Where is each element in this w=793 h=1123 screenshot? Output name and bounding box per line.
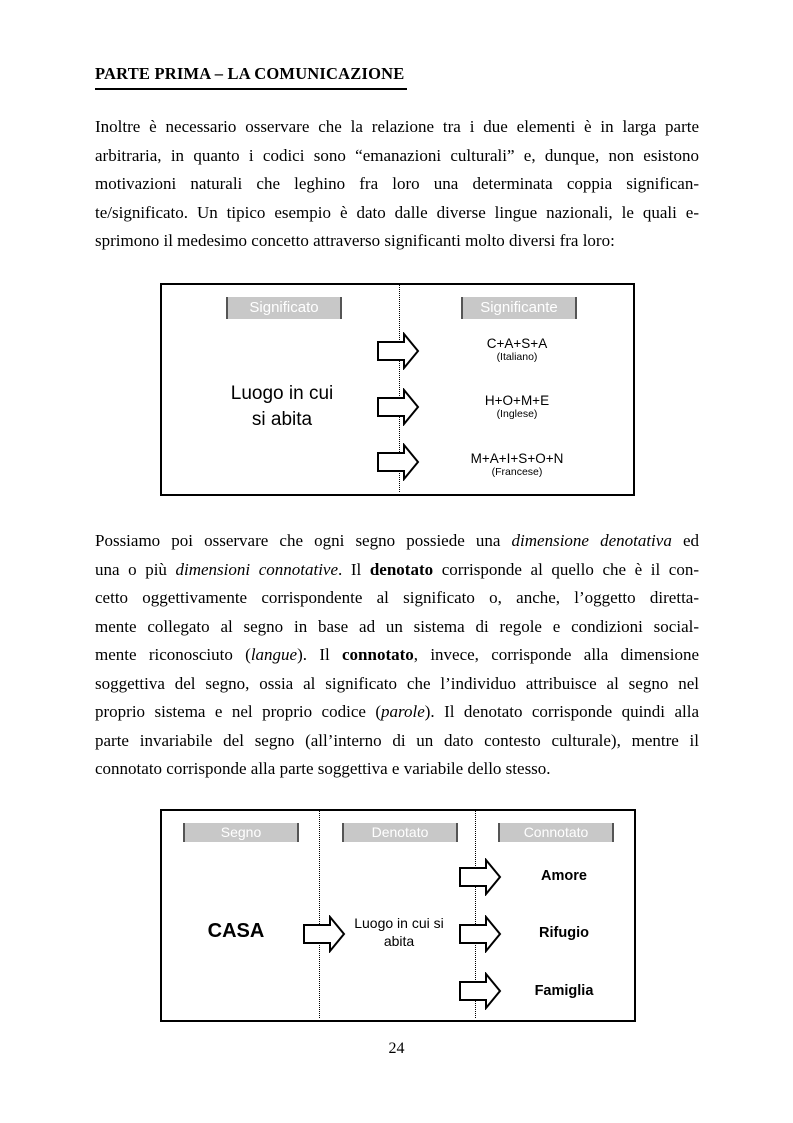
sign-label: CASA <box>207 920 265 942</box>
paragraph-2-line <box>95 698 699 727</box>
paragraph-1 <box>95 113 699 256</box>
text-run: ). Il <box>297 645 342 664</box>
header-significante: Significante <box>461 297 577 319</box>
denotation-line: abita <box>383 933 415 949</box>
text-run: ed <box>671 531 699 550</box>
header-denotato: Denotato <box>342 823 458 842</box>
paragraph-2-line <box>95 556 699 585</box>
paragraph-1-line: Inoltre è necessario osservare che la relazione tra i due elementi è in larga parte <box>95 117 699 136</box>
significante-word: M+A+I+S+O+N <box>470 451 564 466</box>
arrow-right-icon <box>458 858 502 896</box>
significante-word: C+A+S+A <box>486 336 548 351</box>
paragraph-2-line: connotato corrisponde alla parte soggettiva e variabile dello stesso. <box>95 759 551 778</box>
paragraph-2-line: mente collegato al segno in base ad un sistema di regole e condizioni social- <box>95 616 699 636</box>
paragraph-1-line: motivazioni naturali che leghino fra loro una determinata coppia significan- <box>95 174 699 193</box>
language-label: (Italiano) <box>496 351 538 363</box>
paragraph-2-line: soggettiva del segno, ossia al significato che l’individuo attribuisce al segno nel <box>95 673 699 693</box>
text-run: mente riconosciuto ( <box>95 645 251 664</box>
header-segno: Segno <box>183 823 299 842</box>
figure-segno-denotato-connotato <box>160 809 636 1022</box>
language-label: (Francese) <box>491 466 543 478</box>
arrow-right-icon <box>376 388 420 426</box>
paragraph-2-line <box>95 641 699 670</box>
paragraph-2-line: cetto oggettivamente corrispondente al significato o, anche, l’oggetto diretta- <box>95 588 699 607</box>
connotation-label: Famiglia <box>534 983 594 999</box>
significante-word: H+O+M+E <box>484 393 550 408</box>
significante-entry <box>432 393 602 420</box>
arrow-right-icon <box>458 972 502 1010</box>
page-number: 24 <box>388 1040 405 1057</box>
text-run: . Il <box>338 559 370 579</box>
denotation-label <box>338 914 460 950</box>
header-connotato: Connotato <box>498 823 614 842</box>
text-run: , invece, corrisponde alla dimensione <box>413 645 699 664</box>
section-heading: PARTE PRIMA – LA COMUNICAZIONE <box>95 64 405 83</box>
paragraph-1-line: sprimono il medesimo concetto attraverso significanti molto diversi fra loro: <box>95 231 615 250</box>
significante-entry <box>432 451 602 478</box>
text-run: ). Il denotato corrisponde quindi alla <box>424 702 699 721</box>
connotation-label: Rifugio <box>539 925 589 941</box>
significante-entry <box>432 336 602 363</box>
italic-term: dimensione denotativa <box>511 531 672 550</box>
paragraph-2-line: parte invariabile del segno (all’interno di un dato contesto culturale), mentre il <box>95 730 699 750</box>
arrow-right-icon <box>458 915 502 953</box>
figure-significato-significante <box>160 283 635 496</box>
text-run: proprio sistema e nel proprio codice ( <box>95 702 381 721</box>
denotation-line: Luogo in cui si <box>354 915 444 931</box>
concept-line: si abita <box>251 409 313 430</box>
paragraph-1-line: arbitraria, in quanto i codici sono “emanazioni culturali” e, dunque, non esistono <box>95 145 699 165</box>
paragraph-2 <box>95 527 699 784</box>
bold-term: denotato <box>369 559 434 579</box>
concept-line: Luogo in cui <box>230 383 334 404</box>
paragraph-2-line <box>95 527 699 556</box>
bold-term: connotato <box>342 645 414 664</box>
arrow-right-icon <box>376 332 420 370</box>
italic-term: dimensioni connotative <box>175 559 339 579</box>
text-run: Possiamo poi osservare che ogni segno possiede una <box>95 531 512 550</box>
language-label: (Inglese) <box>496 408 538 420</box>
text-run: una o più <box>95 559 176 579</box>
header-significato: Significato <box>226 297 342 319</box>
text-run: corrisponde al quello che è il con- <box>433 559 699 579</box>
paragraph-1-line: te/significato. Un tipico esempio è dato dalle diverse lingue nazionali, le quali e- <box>95 202 699 222</box>
heading-underline <box>95 88 407 90</box>
connotation-label: Amore <box>541 868 587 884</box>
italic-term: parole <box>381 702 425 721</box>
arrow-right-icon <box>376 443 420 481</box>
concept-label <box>202 381 362 433</box>
italic-term: langue <box>250 645 298 664</box>
